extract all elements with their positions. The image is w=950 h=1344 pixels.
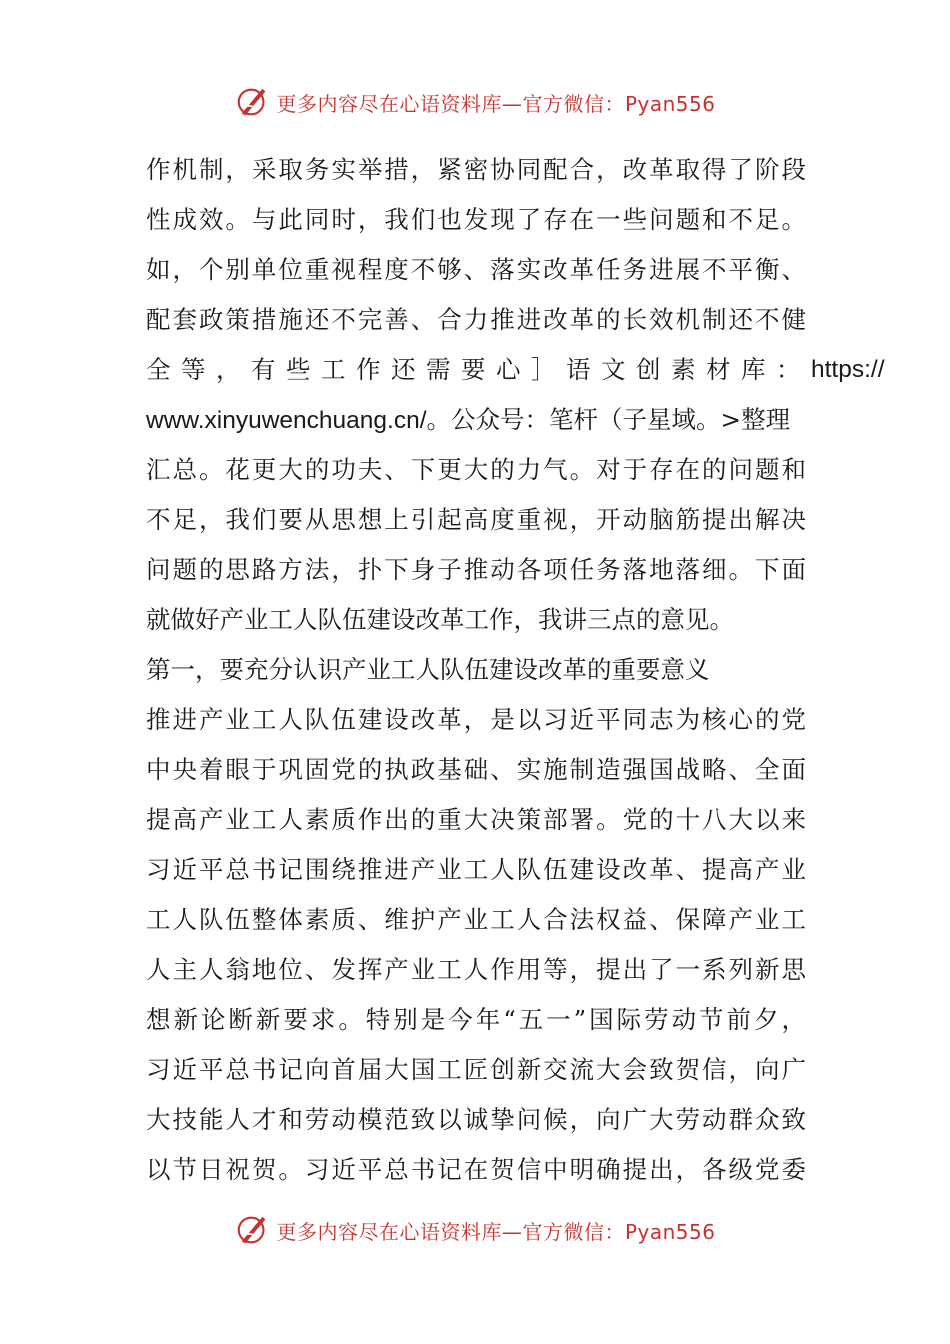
body-line: 习近平总书记向首届大国工匠创新交流大会致贺信，向广 <box>146 1055 806 1084</box>
document-body <box>146 145 885 1195</box>
body-line: 性成效。与此同时，我们也发现了存在一些问题和不足。 <box>146 205 806 234</box>
banner-text: 更多内容尽在心语资料库—官方微信：Pyan556 <box>276 91 716 116</box>
body-line: 中央着眼于巩固党的执政基础、实施制造强国战略、全面 <box>146 755 806 784</box>
body-line: 汇总。花更大的功夫、下更大的力气。对于存在的问题和 <box>146 455 806 484</box>
body-line: 推进产业工人队伍建设改革，是以习近平同志为核心的党 <box>146 705 806 734</box>
body-line: 如，个别单位重视程度不够、落实改革任务进展不平衡、 <box>146 255 806 284</box>
body-line: 工人队伍整体素质、维护产业工人合法权益、保障产业工 <box>146 905 806 934</box>
body-line: 作机制，采取务实举措，紧密协同配合，改革取得了阶段 <box>146 155 806 184</box>
footer-watermark-banner <box>0 1210 950 1250</box>
url-fragment: https:// <box>811 356 885 383</box>
header-watermark-banner <box>0 82 950 122</box>
url-text: www.xinyuwenchuang.cn/ <box>146 407 427 434</box>
body-line: 大技能人才和劳动模范致以诚挚问候，向广大劳动群众致 <box>146 1105 806 1134</box>
section-heading: 第一，要充分认识产业工人队伍建设改革的重要意义 <box>146 655 710 684</box>
body-line: 不足，我们要从思想上引起高度重视，开动脑筋提出解决 <box>146 505 806 534</box>
body-line: 人主人翁地位、发挥产业工人作用等，提出了一系列新思 <box>146 955 806 984</box>
body-line-mixed <box>146 345 885 395</box>
body-line: 就做好产业工人队伍建设改革工作，我讲三点的意见。 <box>146 605 734 634</box>
body-line: 习近平总书记围绕推进产业工人队伍建设改革、提高产业 <box>146 855 806 884</box>
body-line-mixed <box>146 395 806 445</box>
quill-pen-logo-icon <box>234 1211 272 1249</box>
quill-pen-logo-icon <box>234 83 272 121</box>
body-line: 问题的思路方法，扑下身子推动各项任务落地落细。下面 <box>146 555 806 584</box>
banner-text: 更多内容尽在心语资料库—官方微信：Pyan556 <box>276 1219 716 1244</box>
body-line: 想新论断新要求。特别是今年“五一”国际劳动节前夕， <box>146 1005 806 1034</box>
body-line: 提高产业工人素质作出的重大决策部署。党的十八大以来 <box>146 805 806 834</box>
body-line-text: 全等，有些工作还需要心］语文创素材库： <box>146 355 811 384</box>
body-line: 配套政策措施还不完善、合力推进改革的长效机制还不健 <box>146 305 806 334</box>
body-line: 以节日祝贺。习近平总书记在贺信中明确提出，各级党委 <box>146 1155 806 1184</box>
body-line-text: 。公众号：笔杆（子星域。>整理 <box>426 405 791 434</box>
